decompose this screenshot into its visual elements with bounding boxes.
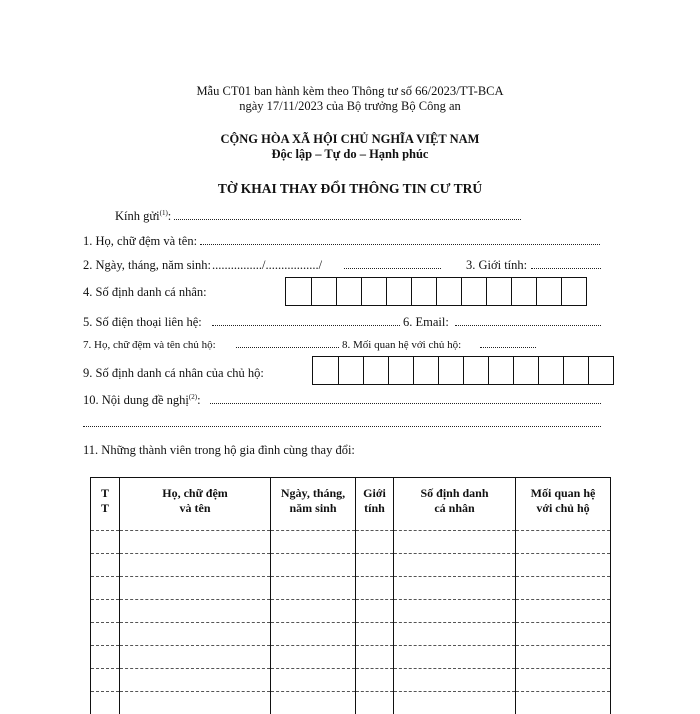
kinh-gui-label <box>115 209 171 223</box>
table-cell[interactable] <box>356 692 394 714</box>
full-name-label: 1. Họ, chữ đệm và tên: <box>83 234 197 248</box>
birth-year-field[interactable] <box>344 268 441 269</box>
full-name-field[interactable] <box>200 244 600 245</box>
national-motto: Độc lập – Tự do – Hạnh phúc <box>0 147 700 162</box>
table-cell[interactable] <box>271 646 356 669</box>
birth-date-label: 2. Ngày, tháng, năm sinh: <box>83 258 211 272</box>
table-cell[interactable] <box>394 646 516 669</box>
table-cell[interactable] <box>356 531 394 554</box>
table-row <box>91 554 611 577</box>
col-header-personal-id: Số định danh cá nhân <box>394 478 516 531</box>
id-digit-box[interactable] <box>511 278 536 305</box>
table-cell[interactable] <box>516 692 611 714</box>
id-digit-box[interactable] <box>536 278 561 305</box>
kinh-gui-field[interactable] <box>174 219 521 220</box>
table-cell[interactable] <box>120 531 271 554</box>
table-cell[interactable] <box>356 600 394 623</box>
table-cell[interactable] <box>120 600 271 623</box>
table-row <box>91 646 611 669</box>
id-digit-box[interactable] <box>386 278 411 305</box>
id-digit-box[interactable] <box>436 278 461 305</box>
id-digit-box[interactable] <box>561 278 586 305</box>
id-digit-box[interactable] <box>313 357 338 384</box>
table-cell[interactable] <box>120 623 271 646</box>
birth-date-field[interactable]: ................/................./ <box>212 258 322 272</box>
table-cell[interactable] <box>91 692 120 714</box>
col-header-index: T T <box>91 478 120 531</box>
household-head-name-field[interactable] <box>236 347 339 348</box>
table-cell[interactable] <box>394 623 516 646</box>
table-cell[interactable] <box>394 669 516 692</box>
table-cell[interactable] <box>91 577 120 600</box>
phone-field[interactable] <box>212 325 400 326</box>
table-cell[interactable] <box>91 669 120 692</box>
household-head-id-boxes[interactable] <box>312 356 614 385</box>
id-digit-box[interactable] <box>361 278 386 305</box>
table-cell[interactable] <box>271 669 356 692</box>
kinh-gui-footnote: (1) <box>160 209 168 217</box>
table-cell[interactable] <box>516 669 611 692</box>
phone-label: 5. Số điện thoại liên hệ: <box>83 315 202 329</box>
table-cell[interactable] <box>120 554 271 577</box>
id-digit-box[interactable] <box>286 278 311 305</box>
household-head-id-label: 9. Số định danh cá nhân của chủ hộ: <box>83 366 264 380</box>
table-cell[interactable] <box>356 623 394 646</box>
table-cell[interactable] <box>394 554 516 577</box>
table-cell[interactable] <box>516 554 611 577</box>
id-digit-box[interactable] <box>538 357 563 384</box>
table-row <box>91 531 611 554</box>
form-title: TỜ KHAI THAY ĐỔI THÔNG TIN CƯ TRÚ <box>0 181 700 197</box>
table-row <box>91 669 611 692</box>
table-cell[interactable] <box>91 554 120 577</box>
table-cell[interactable] <box>394 692 516 714</box>
relationship-label: 8. Mối quan hệ với chủ hộ: <box>342 338 461 352</box>
table-cell[interactable] <box>394 600 516 623</box>
email-label: 6. Email: <box>403 315 449 329</box>
table-cell[interactable] <box>516 577 611 600</box>
table-cell[interactable] <box>356 669 394 692</box>
relationship-field[interactable] <box>480 347 536 348</box>
table-cell[interactable] <box>516 600 611 623</box>
table-cell[interactable] <box>120 577 271 600</box>
id-digit-box[interactable] <box>461 278 486 305</box>
id-digit-box[interactable] <box>338 357 363 384</box>
request-content-footnote: (2) <box>189 393 197 401</box>
request-content-field-line2[interactable] <box>83 426 601 427</box>
personal-id-label: 4. Số định danh cá nhân: <box>83 285 207 299</box>
kinh-gui-text: Kính gửi <box>115 209 160 223</box>
table-cell[interactable] <box>516 623 611 646</box>
table-cell[interactable] <box>394 577 516 600</box>
table-cell[interactable] <box>356 646 394 669</box>
id-digit-box[interactable] <box>336 278 361 305</box>
col-header-full-name: Họ, chữ đệm và tên <box>120 478 271 531</box>
table-cell[interactable] <box>271 600 356 623</box>
table-cell[interactable] <box>271 554 356 577</box>
kinh-gui-colon: : <box>168 209 171 223</box>
table-cell[interactable] <box>91 623 120 646</box>
table-cell[interactable] <box>120 646 271 669</box>
id-digit-box[interactable] <box>463 357 488 384</box>
request-content-colon: : <box>197 393 200 407</box>
gender-field[interactable] <box>531 268 601 269</box>
personal-id-boxes[interactable] <box>285 277 587 306</box>
request-content-field[interactable] <box>210 403 601 404</box>
household-members-table <box>90 477 611 714</box>
request-content-text: 10. Nội dung đề nghị <box>83 393 189 407</box>
table-cell[interactable] <box>394 531 516 554</box>
table-cell[interactable] <box>271 623 356 646</box>
table-cell[interactable] <box>91 600 120 623</box>
table-row <box>91 577 611 600</box>
col-header-birth-date: Ngày, tháng, năm sinh <box>271 478 356 531</box>
table-cell[interactable] <box>91 531 120 554</box>
table-cell[interactable] <box>120 692 271 714</box>
email-field[interactable] <box>455 325 601 326</box>
country-name: CỘNG HÒA XÃ HỘI CHỦ NGHĨA VIỆT NAM <box>0 132 700 147</box>
id-digit-box[interactable] <box>588 357 613 384</box>
id-digit-box[interactable] <box>363 357 388 384</box>
request-content-label <box>83 393 201 407</box>
table-cell[interactable] <box>516 646 611 669</box>
id-digit-box[interactable] <box>488 357 513 384</box>
table-cell[interactable] <box>356 554 394 577</box>
id-digit-box[interactable] <box>563 357 588 384</box>
household-members-label: 11. Những thành viên trong hộ gia đình cùng thay đổi: <box>83 443 355 457</box>
id-digit-box[interactable] <box>311 278 336 305</box>
table-cell[interactable] <box>91 646 120 669</box>
table-row <box>91 623 611 646</box>
id-digit-box[interactable] <box>388 357 413 384</box>
table-cell[interactable] <box>516 531 611 554</box>
col-header-gender: Giới tính <box>356 478 394 531</box>
decree-reference-line1: Mẫu CT01 ban hành kèm theo Thông tư số 66/2023/TT-BCA <box>0 84 700 99</box>
col-header-relationship: Mối quan hệ với chủ hộ <box>516 478 611 531</box>
table-row <box>91 600 611 623</box>
id-digit-box[interactable] <box>486 278 511 305</box>
table-cell[interactable] <box>271 531 356 554</box>
table-cell[interactable] <box>120 669 271 692</box>
gender-label: 3. Giới tính: <box>466 258 527 272</box>
table-cell[interactable] <box>271 577 356 600</box>
table-header-row <box>91 478 611 531</box>
decree-reference-line2: ngày 17/11/2023 của Bộ trưởng Bộ Công an <box>0 99 700 114</box>
table-row <box>91 692 611 714</box>
id-digit-box[interactable] <box>413 357 438 384</box>
id-digit-box[interactable] <box>411 278 436 305</box>
id-digit-box[interactable] <box>438 357 463 384</box>
table-cell[interactable] <box>356 577 394 600</box>
household-head-name-label: 7. Họ, chữ đệm và tên chủ hộ: <box>83 338 216 352</box>
id-digit-box[interactable] <box>513 357 538 384</box>
table-cell[interactable] <box>271 692 356 714</box>
